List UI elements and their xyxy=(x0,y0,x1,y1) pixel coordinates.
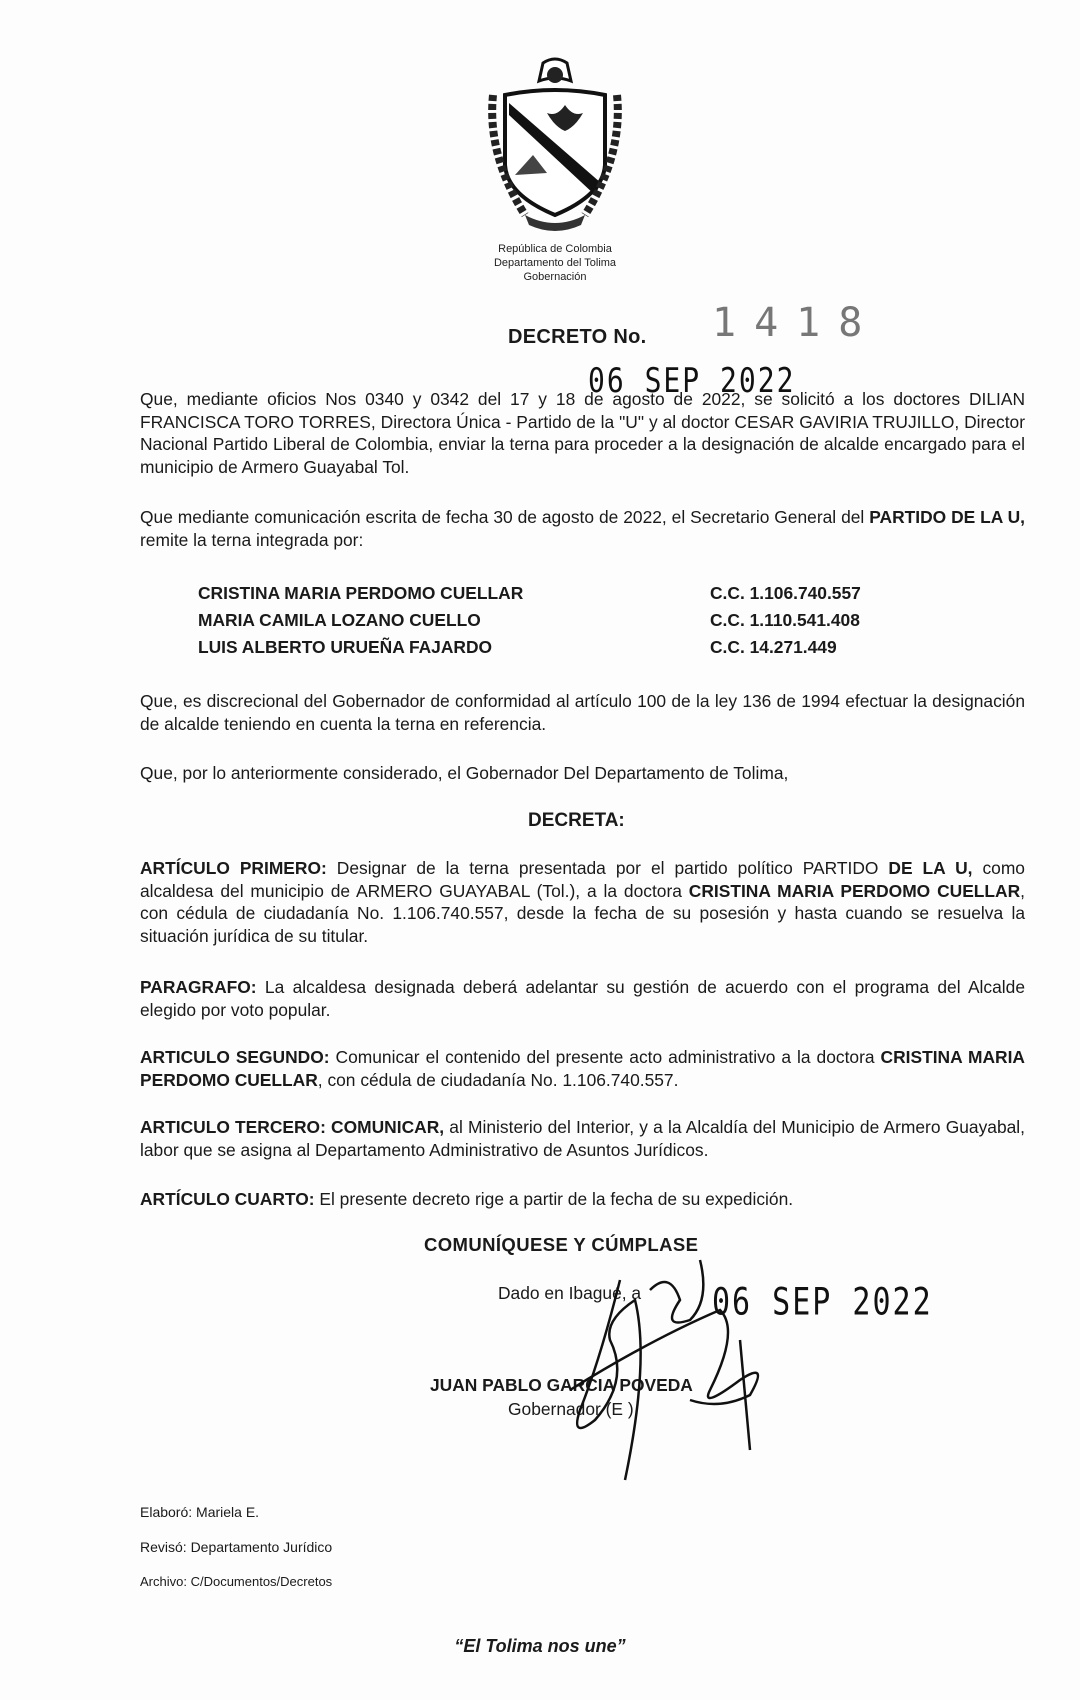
article-segundo xyxy=(140,1046,1025,1091)
candidate-id: C.C. 14.271.449 xyxy=(710,637,837,657)
article-bold-text: CRISTINA MARIA PERDOMO CUELLAR xyxy=(688,880,1021,901)
prepared-by: Elaboró: Mariela E. xyxy=(140,1504,260,1520)
consideration-paragraph-3: Que, es discrecional del Gobernador de conformidad al artículo 100 de la ley 136 de 1994 efectuar la designación de alcalde teniendo en cuenta la terna en referencia. xyxy=(140,691,1025,734)
consideration-text: Que mediante comunicación escrita de fecha 30 de agosto de 2022, el Secretario General del xyxy=(140,507,865,527)
article-text: El presente decreto rige a partir de la fecha de su expedición. xyxy=(314,1189,794,1209)
signer-role: Gobernador (E ) xyxy=(508,1399,634,1419)
stamp-date-bottom: 06 SEP 2022 xyxy=(712,1280,933,1325)
article-label: ARTÍCULO CUARTO: xyxy=(140,1189,315,1209)
consideration-text: remite la terna integrada por: xyxy=(140,529,364,550)
article-text: , con cédula de ciudadanía No. 1.106.740.557, desde la fecha de su posesión y hasta cuando se resuelva la situación jurídica de su titular. xyxy=(140,880,1025,946)
consideration-paragraph-4: Que, por lo anteriormente considerado, el Gobernador Del Departamento de Tolima, xyxy=(140,763,789,783)
terna-list xyxy=(198,580,918,661)
decree-title: DECRETO No. xyxy=(508,326,647,348)
article-primero xyxy=(140,857,1025,947)
article-text: al Ministerio del Interior, y a la Alcaldía del Municipio de Armero Guayabal, labor que se asigna al Departamento Administrativo de Asuntos Jurídicos. xyxy=(140,1117,1025,1160)
article-text: Designar de la terna presentada por el partido político PARTIDO xyxy=(326,858,889,878)
party-name: PARTIDO DE LA U, xyxy=(869,507,1025,527)
article-text: , con cédula de ciudadanía No. 1.106.740.557. xyxy=(317,1069,679,1090)
candidate-id: C.C. 1.106.740.557 xyxy=(710,583,861,603)
article-text: La alcaldesa designada deberá adelantar su gestión de acuerdo con el programa del Alcalde elegido por voto popular. xyxy=(140,977,1025,1020)
header-country: República de Colombia xyxy=(498,243,612,255)
consideration-paragraph-1: Que, mediante oficios Nos 0340 y 0342 del 17 y 18 de agosto de 2022, se solicitó a los doctores DILIAN FRANCISCA TORO TORRES, Directora Única - Partido de la "U" y al doctor CESAR GAVIRIA TRUJILLO, Director Nacional Partido Liberal de Colombia, enviar la terna para proceder a la designación de alcalde encargado para el municipio de Armero Guayabal Tol. xyxy=(140,389,1025,477)
stamp-date-top: 06 SEP 2022 xyxy=(588,360,796,401)
consideration-paragraph-2 xyxy=(140,506,1025,551)
handwritten-signature-icon xyxy=(540,1240,790,1500)
motto: “El Tolima nos une” xyxy=(454,1636,626,1656)
paragrafo xyxy=(140,976,1025,1021)
article-tercero xyxy=(140,1116,1025,1161)
article-cuarto xyxy=(140,1188,1025,1211)
candidate-name: LUIS ALBERTO URUEÑA FAJARDO xyxy=(198,637,493,657)
article-text: como alcaldesa del municipio de ARMERO GUAYABAL (Tol.), a la doctora xyxy=(140,858,1025,901)
header-department: Departamento del Tolima xyxy=(493,257,617,269)
candidate-name: CRISTINA MARIA PERDOMO CUELLAR xyxy=(198,583,524,603)
closing-formula: COMUNÍQUESE Y CÚMPLASE xyxy=(424,1234,699,1255)
place-line: Dado en Ibagué, a xyxy=(498,1283,642,1303)
terna-row xyxy=(198,580,918,607)
tolima-coat-of-arms-icon xyxy=(485,55,625,235)
article-bold-text: CRISTINA MARIA PERDOMO CUELLAR xyxy=(140,1047,1025,1090)
article-label: ARTICULO TERCERO: COMUNICAR, xyxy=(140,1117,445,1137)
candidate-id: C.C. 1.110.541.408 xyxy=(710,610,860,630)
article-label: ARTÍCULO PRIMERO: xyxy=(140,858,327,878)
signer-name: JUAN PABLO GARCIA POVEDA xyxy=(430,1375,693,1395)
article-label: ARTICULO SEGUNDO: xyxy=(140,1047,330,1067)
terna-row xyxy=(198,607,918,634)
issuer-header xyxy=(440,242,670,284)
decree-number: 1418 xyxy=(712,300,881,346)
article-label: PARAGRAFO: xyxy=(140,977,257,997)
decreta-heading: DECRETA: xyxy=(528,810,625,831)
header-office: Gobernación xyxy=(523,271,587,283)
terna-row xyxy=(198,634,918,661)
reviewed-by: Revisó: Departamento Jurídico xyxy=(140,1539,333,1555)
candidate-name: MARIA CAMILA LOZANO CUELLO xyxy=(198,610,481,630)
article-bold-text: DE LA U, xyxy=(888,858,973,878)
file-path: Archivo: C/Documentos/Decretos xyxy=(140,1574,333,1589)
article-text: Comunicar el contenido del presente acto administrativo a la doctora xyxy=(329,1047,881,1067)
